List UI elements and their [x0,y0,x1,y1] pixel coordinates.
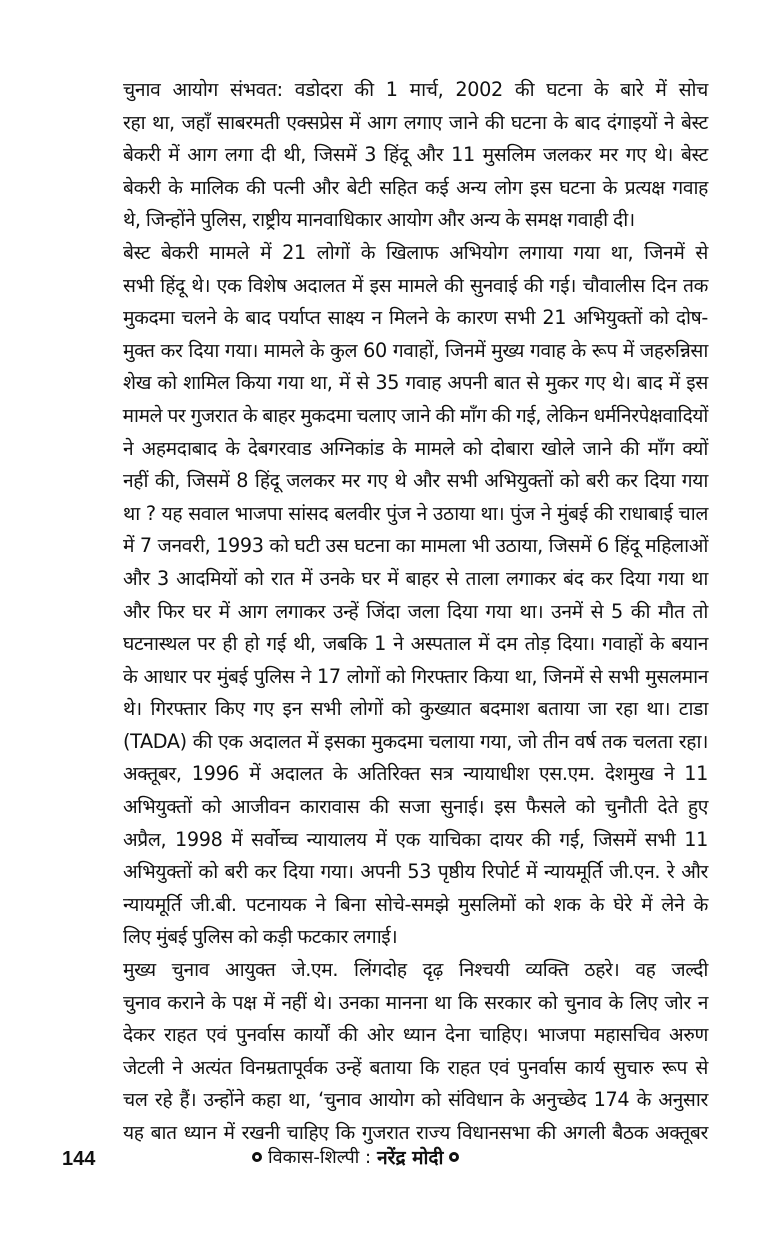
text-line: देकर राहत एवं पुनर्वास कार्यों की ओर ध्यान देना चाहिए। भाजपा महासचिव अरुण [123,1023,708,1047]
text-line: था ? यह सवाल भाजपा सांसद बलवीर पुंज ने उठाया था। पुंज ने मुंबई की राधाबाई चाल [123,501,708,525]
text-line: यह बात ध्यान में रखनी चाहिए कि गुजरात राज्य विधानसभा की अगली बैठक अक्तूबर [123,1121,708,1144]
page-number: 144 [62,1148,96,1170]
text-line: लिए मुंबई पुलिस को कड़ी फटकार लगाई। [123,925,398,949]
text-line: चल रहे हैं। उन्होंने कहा था, ‘चुनाव आयोग को संविधान के अनुच्छेद 174 के अनुसार [123,1088,708,1112]
text-line: मुख्य चुनाव आयुक्त जे.एम. लिंगदोह दृढ़ निश्चयी व्यक्ति ठहरे। वह जल्दी [123,958,708,982]
text-line: अप्रैल, 1998 में सर्वोच्च न्यायालय में एक याचिका दायर की गई, जिसमें सभी 11 [123,827,708,851]
text-line: मुकदमा चलने के बाद पर्याप्त साक्ष्य न मिलने के कारण सभी 21 अभियुक्तों को दोष- [123,306,708,330]
ring-ornament-icon [252,1152,262,1162]
text-line: में 7 जनवरी, 1993 को घटी उस घटना का मामला भी उठाया, जिसमें 6 हिंदू महिलाओं [123,534,708,558]
text-line: चुनाव कराने के पक्ष में नहीं थे। उनका मानना था कि सरकार को चुनाव के लिए जोर न [123,990,708,1014]
ring-ornament-icon [449,1152,459,1162]
text-line: रहा था, जहाँ साबरमती एक्सप्रेस में आग लगाए जाने की घटना के बाद दंगाइयों ने बेस्ट [123,110,708,134]
text-line: के आधार पर मुंबई पुलिस ने 17 लोगों को गिरफ्तार किया था, जिनमें से सभी मुसलमान [123,664,708,688]
text-line: बेस्ट बेकरी मामले में 21 लोगों के खिलाफ अभियोग लगाया गया था, जिनमें से [123,240,708,264]
text-line: और 3 आदमियों को रात में उनके घर में बाहर से ताला लगाकर बंद कर दिया गया था [123,566,708,590]
text-line: शेख को शामिल किया गया था, में से 35 गवाह अपनी बात से मुकर गए थे। बाद में इस [123,371,708,395]
text-line: चुनाव आयोग संभवत: वडोदरा की 1 मार्च, 2002 की घटना के बारे में सोच [123,78,708,101]
page-footer [62,1144,708,1174]
text-line: नहीं की, जिसमें 8 हिंदू जलकर मर गए थे और सभी अभियुक्तों को बरी कर दिया गया [123,469,708,493]
text-line: थे। गिरफ्तार किए गए इन सभी लोगों को कुख्यात बदमाश बताया जा रहा था। टाडा [123,697,708,721]
text-line: मुक्त कर दिया गया। मामले के कुल 60 गवाहों, जिनमें मुख्य गवाह के रूप में जहरुन्निसा [123,338,708,362]
text-line: (TADA) की एक अदालत में इसका मुकदमा चलाया गया, जो तीन वर्ष तक चलता रहा। [123,729,708,753]
text-line: और फिर घर में आग लगाकर उन्हें जिंदा जला दिया गया था। उनमें से 5 की मौत तो [123,599,708,623]
author-name: नरेंद्र मोदी [377,1147,444,1169]
page-body [62,74,708,1150]
text-line: सभी हिंदू थे। एक विशेष अदालत में इस मामले की सुनवाई की गई। चौवालीस दिन तक [123,273,708,297]
book-title: विकास-शिल्पी : [268,1147,372,1168]
text-line: अक्तूबर, 1996 में अदालत के अतिरिक्त सत्र न्यायाधीश एस.एम. देशमुख ने 11 [123,762,708,786]
text-line: अभियुक्तों को बरी कर दिया गया। अपनी 53 पृष्ठीय रिपोर्ट में न्यायमूर्ति जी.एन. रे और [123,860,708,884]
text-line: न्यायमूर्ति जी.बी. पटनायक ने बिना सोचे-समझे मुसलिमों को शक के घेरे में लेने के [123,892,708,916]
text-line: जेटली ने अत्यंत विनम्रतापूर्वक उन्हें बताया कि राहत एवं पुनर्वास कार्य सुचारु रूप से [123,1055,708,1079]
running-title [252,1144,459,1170]
paragraph-best-bakery-case [62,237,708,954]
text-line: बेकरी के मालिक की पत्नी और बेटी सहित कई अन्य लोग इस घटना के प्रत्यक्ष गवाह [123,175,708,199]
paragraph-election-commissioner [62,954,708,1150]
text-line: ने अहमदाबाद के देबगरवाड अग्निकांड के मामले को दोबारा खोले जाने की माँग क्यों [123,436,708,460]
text-line: मामले पर गुजरात के बाहर मुकदमा चलाए जाने की माँग की गई, लेकिन धर्मनिरपेक्षवादियों [122,403,709,427]
text-line: थे, जिन्होंने पुलिस, राष्ट्रीय मानवाधिकार आयोग और अन्य के समक्ष गवाही दी। [123,208,635,232]
paragraph-vadodara-incident [62,74,708,237]
text-line: अभियुक्तों को आजीवन कारावास की सजा सुनाई। इस फैसले को चुनौती देते हुए [123,795,708,819]
text-line: घटनास्थल पर ही हो गई थी, जबकि 1 ने अस्पताल में दम तोड़ दिया। गवाहों के बयान [123,632,708,656]
text-line: बेकरी में आग लगा दी थी, जिसमें 3 हिंदू और 11 मुसलिम जलकर मर गए थे। बेस्ट [123,143,708,167]
